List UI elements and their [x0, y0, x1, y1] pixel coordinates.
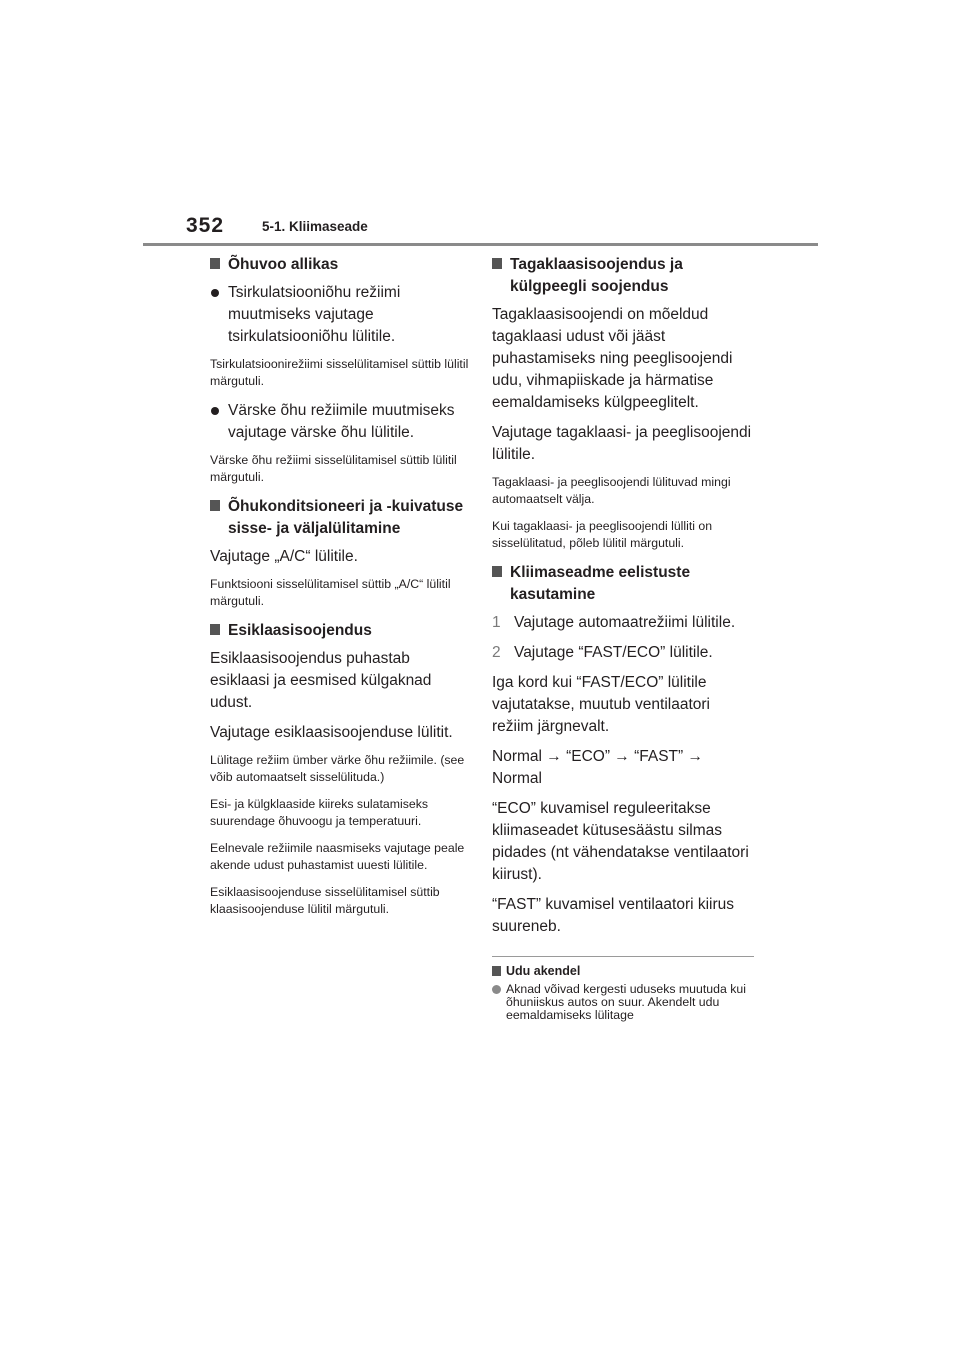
- heading-rear-defogger: Tagaklaasisoojendus ja külgpeegli soojendus: [492, 254, 754, 298]
- square-bullet-icon: [210, 500, 220, 511]
- square-bullet-icon: [492, 566, 502, 577]
- page-header: [0, 0, 960, 250]
- note-fresh-air: Värske õhu režiimi sisselülitamisel süttib lülitil märgutuli.: [210, 453, 457, 484]
- text-ac: Vajutage „A/C“ lülitile.: [210, 548, 358, 565]
- header-divider: [143, 243, 818, 246]
- bullet-fresh-air: Värske õhu režiimile muutmiseks vajutage värske õhu lülitile.: [210, 400, 472, 444]
- note-defrost-4: Esiklaasisoojenduse sisselülitamisel süttib klaasisoojenduse lülitil märgutuli.: [210, 885, 440, 916]
- note-defrost-3: Eelnevale režiimile naasmiseks vajutage peale akende udust puhastamist uuesti lülitile.: [210, 841, 465, 872]
- bullet-dot-icon: [211, 289, 219, 297]
- bullet-dot-icon: [211, 407, 219, 415]
- text-prefs-sequence: Normal → “ECO” → “FAST” → Normal: [492, 748, 703, 787]
- text-prefs-1: Iga kord kui “FAST/ECO” lülitile vajutatakse, muutub ventilaatori režiim järgnevalt.: [492, 674, 710, 735]
- note-rear-1: Tagaklaasi- ja peeglisoojendi lülituvad mingi automaatselt välja.: [492, 475, 731, 506]
- square-bullet-icon: [210, 258, 220, 269]
- square-bullet-icon: [492, 966, 501, 976]
- text-prefs-fast: “FAST” kuvamisel ventilaatori kiirus suureneb.: [492, 896, 735, 935]
- text-rear-2: Vajutage tagaklaasi- ja peeglisoojendi lülitile.: [492, 424, 752, 463]
- note-defrost-1: Lülitage režiim ümber värke õhu režiimile. (see võib automaatselt sisselülituda.): [210, 753, 465, 784]
- note-ac: Funktsiooni sisselülitamisel süttib „A/C“ lülitil märgutuli.: [210, 577, 451, 608]
- note-recirculation: Tsirkulatsioonirežiimi sisselülitamisel süttib lülitil märgutuli.: [210, 357, 469, 388]
- note-heading-window-fog: Udu akendel: [492, 963, 754, 979]
- text-rear-1: Tagaklaasisoojendi on mõeldud tagaklaasi udust või jääst puhastamiseks ning peeglisoojendi udu, vihmapiiskade ja härmatise eemaldamiseks külgpeeglitelt.: [492, 306, 733, 411]
- right-column: [492, 254, 754, 1022]
- page-number: 352: [186, 214, 225, 237]
- heading-ac: Õhukonditsioneeri ja -kuivatuse sisse- ja väljalülitamine: [210, 496, 472, 540]
- text-defrost-2: Vajutage esiklaasisoojenduse lülitit.: [210, 724, 453, 741]
- left-column: [210, 254, 472, 928]
- note-window-fog: Aknad võivad kergesti uduseks muutuda kui õhuniiskus autos on suur. Akendelt udu eemaldamiseks lülitage: [492, 983, 754, 1022]
- heading-preferences: Kliimaseadme eelistuste kasutamine: [492, 562, 754, 606]
- square-bullet-icon: [210, 624, 220, 635]
- heading-air-source: Õhuvoo allikas: [210, 254, 472, 276]
- note-defrost-2: Esi- ja külgklaaside kiireks sulatamiseks suurendage õhuvoogu ja temperatuuri.: [210, 797, 429, 828]
- section-title: 5-1. Kliimaseade: [262, 219, 368, 234]
- notes-divider: [492, 956, 754, 957]
- step-2: 2 Vajutage “FAST/ECO” lülitile.: [492, 642, 754, 664]
- square-bullet-icon: [492, 258, 502, 269]
- step-number: 2: [492, 644, 501, 661]
- text-prefs-eco: “ECO” kuvamisel reguleeritakse kliimaseadet kütusesäästu silmas pidades (nt vähendatakse ventilaatori kiirust).: [492, 800, 749, 883]
- step-1: 1 Vajutage automaatrežiimi lülitile.: [492, 612, 754, 634]
- note-rear-2: Kui tagaklaasi- ja peeglisoojendi lülliti on sisselülitatud, põleb lülitil märgutuli.: [492, 519, 713, 550]
- text-defrost-1: Esiklaasisoojendus puhastab esiklaasi ja eesmised külgaknad udust.: [210, 650, 432, 711]
- bullet-recirculation: Tsirkulatsiooniõhu režiimi muutmiseks vajutage tsirkulatsiooniõhu lülitile.: [210, 282, 472, 348]
- step-number: 1: [492, 614, 501, 631]
- heading-defrost: Esiklaasisoojendus: [210, 620, 472, 642]
- bullet-dot-icon: [492, 985, 501, 994]
